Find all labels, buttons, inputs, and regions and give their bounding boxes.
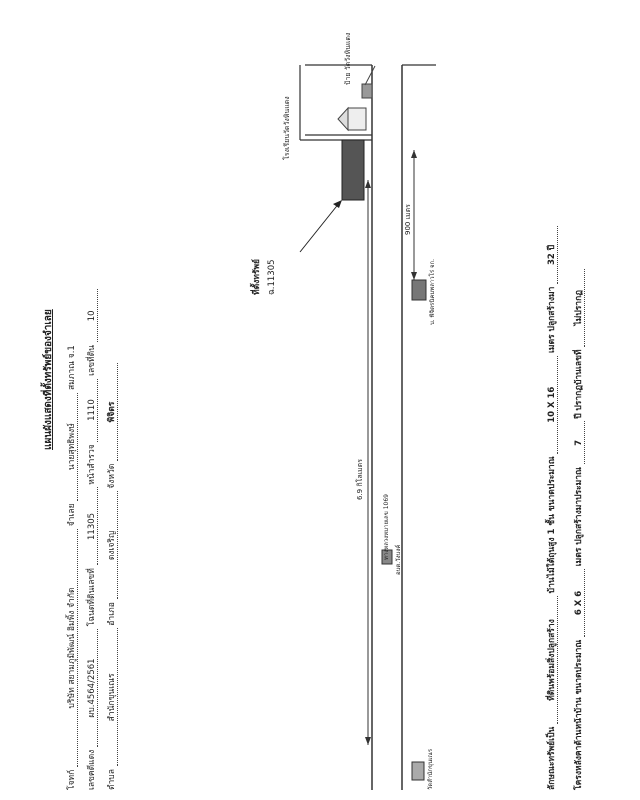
district-value: ดงเจริญ xyxy=(108,491,118,599)
house-description: บ้านไม้ใต้ถุนสูง 1 ชั้น ขนาดประมาณ xyxy=(547,456,557,594)
house-age: 32 ปี xyxy=(548,226,558,284)
description-row-1 xyxy=(548,226,558,790)
canopy-built-label: เมตร ปลูกสร้างมาประมาณ xyxy=(574,467,584,567)
temple-sign-icon xyxy=(362,84,372,98)
asset-type-label: ลักษณะทรัพย์เป็น xyxy=(547,726,557,790)
land-no-label: เลขที่ดิน xyxy=(87,345,97,376)
plaintiff-label: โจทก์ xyxy=(67,769,77,790)
province-label: จังหวัด xyxy=(107,463,117,489)
house-number-label: ปรากฏบ้านเลขที่ xyxy=(574,349,584,411)
house-size: 10 X 16 xyxy=(548,356,558,454)
house-built-label: เมตร ปลูกสร้างมา xyxy=(547,286,557,353)
survey-number: 1110 xyxy=(88,379,98,442)
subdistrict-office-label: อบต.วังบงค์ xyxy=(395,544,402,575)
temple-sign-label: ป้าย วัดวังหินแดง xyxy=(344,32,352,85)
origin-label: วัดสำนักขุนเณร xyxy=(427,748,434,790)
asset-pointer-head xyxy=(333,200,342,208)
document-title: แผนผังแสดงที่ตั้งทรัพย์ของจำเลย xyxy=(43,309,54,450)
company-icon xyxy=(412,280,426,300)
defendant-name: นายสุทธิพงษ์ xyxy=(68,393,78,501)
near-distance-label: 900 เมตร xyxy=(404,204,412,235)
subdistrict-label: ตำบล xyxy=(107,769,117,790)
origin-temple-icon xyxy=(412,762,424,780)
canopy-size: 6 X 6 xyxy=(575,569,585,637)
asset-label: ที่ตั้งทรัพย์ xyxy=(252,258,262,295)
near-arrow-head-right xyxy=(411,150,417,158)
company-label: บ. พิจิตรนิคมพลาวโร่ จก. xyxy=(429,258,436,325)
asset-pointer xyxy=(300,202,340,252)
asset-deed-label: ฉ.11305 xyxy=(267,259,277,295)
far-arrow-head-left xyxy=(365,737,371,745)
canopy-age: 7 xyxy=(575,421,585,464)
temple-sign-pointer xyxy=(365,66,375,85)
far-distance-label: 6.9 กิโลเมตร xyxy=(356,459,364,500)
year-label: ปี xyxy=(574,413,584,419)
red-case-label: เลขคดีแดง xyxy=(87,749,97,790)
province-value: พิจิตร xyxy=(108,363,118,461)
asset-type-value: ที่ดินพร้อมสิ่งปลูกสร้าง xyxy=(548,596,558,724)
subdistrict-value: สำนักขุนเณร xyxy=(108,628,118,766)
highway-label: ทางหลวงหมายเลข 1069 xyxy=(383,494,390,560)
defendant-suffix: สมภาณ จ.1 xyxy=(67,345,77,391)
school-roof xyxy=(338,108,348,130)
house-number-value: ไม่ปรากฏ xyxy=(575,269,585,347)
plaintiff-name: บริษัท สยามภูมิพัฒน์ อิมพิ้ง จำกัด xyxy=(68,529,78,767)
school-building xyxy=(348,108,366,130)
asset-plot xyxy=(342,140,364,200)
district-label: อำเภอ xyxy=(107,602,117,626)
land-number: 10 xyxy=(88,289,98,342)
canopy-label: โครงหลังคาด้านหน้าบ้าน ขนาดประมาณ xyxy=(574,639,584,790)
defendant-label: จำเลย xyxy=(67,503,77,527)
far-arrow-head-right xyxy=(365,180,371,188)
deed-number: 11305 xyxy=(88,487,98,565)
description-row-2 xyxy=(575,269,585,790)
near-arrow-head-left xyxy=(411,272,417,280)
survey-label: หน้าสำรวจ xyxy=(87,444,97,485)
deed-label: โฉนดที่ดินเลขที่ xyxy=(87,568,97,627)
school-label: โรงเรียนวัดวังหินแดง xyxy=(283,96,291,160)
red-case-number: ผบ.4564/2561 xyxy=(88,629,98,747)
